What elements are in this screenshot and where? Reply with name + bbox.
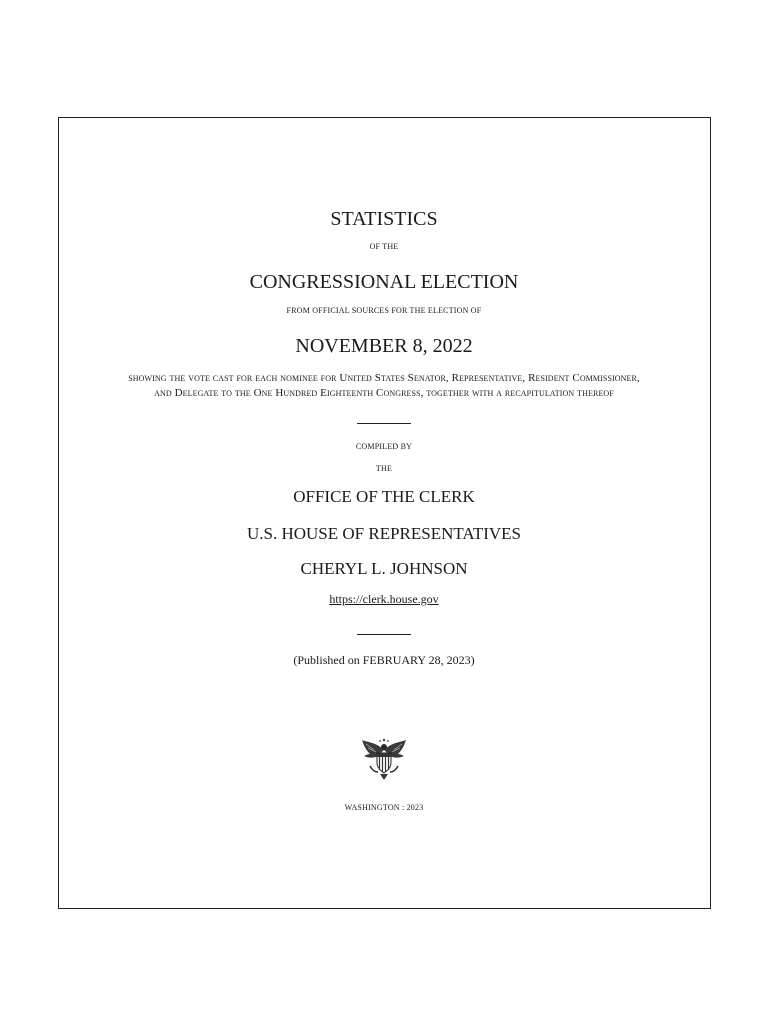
house-name: U.S. HOUSE OF REPRESENTATIVES bbox=[247, 524, 521, 543]
page-border bbox=[58, 117, 711, 909]
election-date: NOVEMBER 8, 2022 bbox=[295, 335, 473, 357]
clerk-url-link[interactable]: https://clerk.house.gov bbox=[329, 592, 439, 606]
document-title: STATISTICS bbox=[330, 208, 438, 230]
description-line-2: and Delegate to the One Hundred Eighteenth Congress, together with a recapitulation thereof bbox=[154, 387, 614, 399]
description-line-1: showing the vote cast for each nominee for United States Senator, Representative, Resident Commissioner, bbox=[128, 372, 640, 384]
the-label: THE bbox=[375, 464, 393, 473]
divider-rule bbox=[357, 634, 411, 635]
office-name: OFFICE OF THE CLERK bbox=[293, 487, 475, 506]
clerk-name: CHERYL L. JOHNSON bbox=[300, 559, 468, 578]
imprint: WASHINGTON : 2023 bbox=[344, 803, 424, 812]
document-subtitle: CONGRESSIONAL ELECTION bbox=[249, 271, 519, 293]
from-sources-label: FROM OFFICIAL SOURCES FOR THE ELECTION OF bbox=[286, 306, 482, 315]
divider-rule bbox=[357, 423, 411, 424]
published-date: (Published on FEBRUARY 28, 2023) bbox=[293, 653, 475, 667]
compiled-by-label: COMPILED BY bbox=[355, 442, 413, 451]
eagle-seal-icon bbox=[360, 736, 408, 782]
of-the-label: OF THE bbox=[369, 242, 399, 251]
